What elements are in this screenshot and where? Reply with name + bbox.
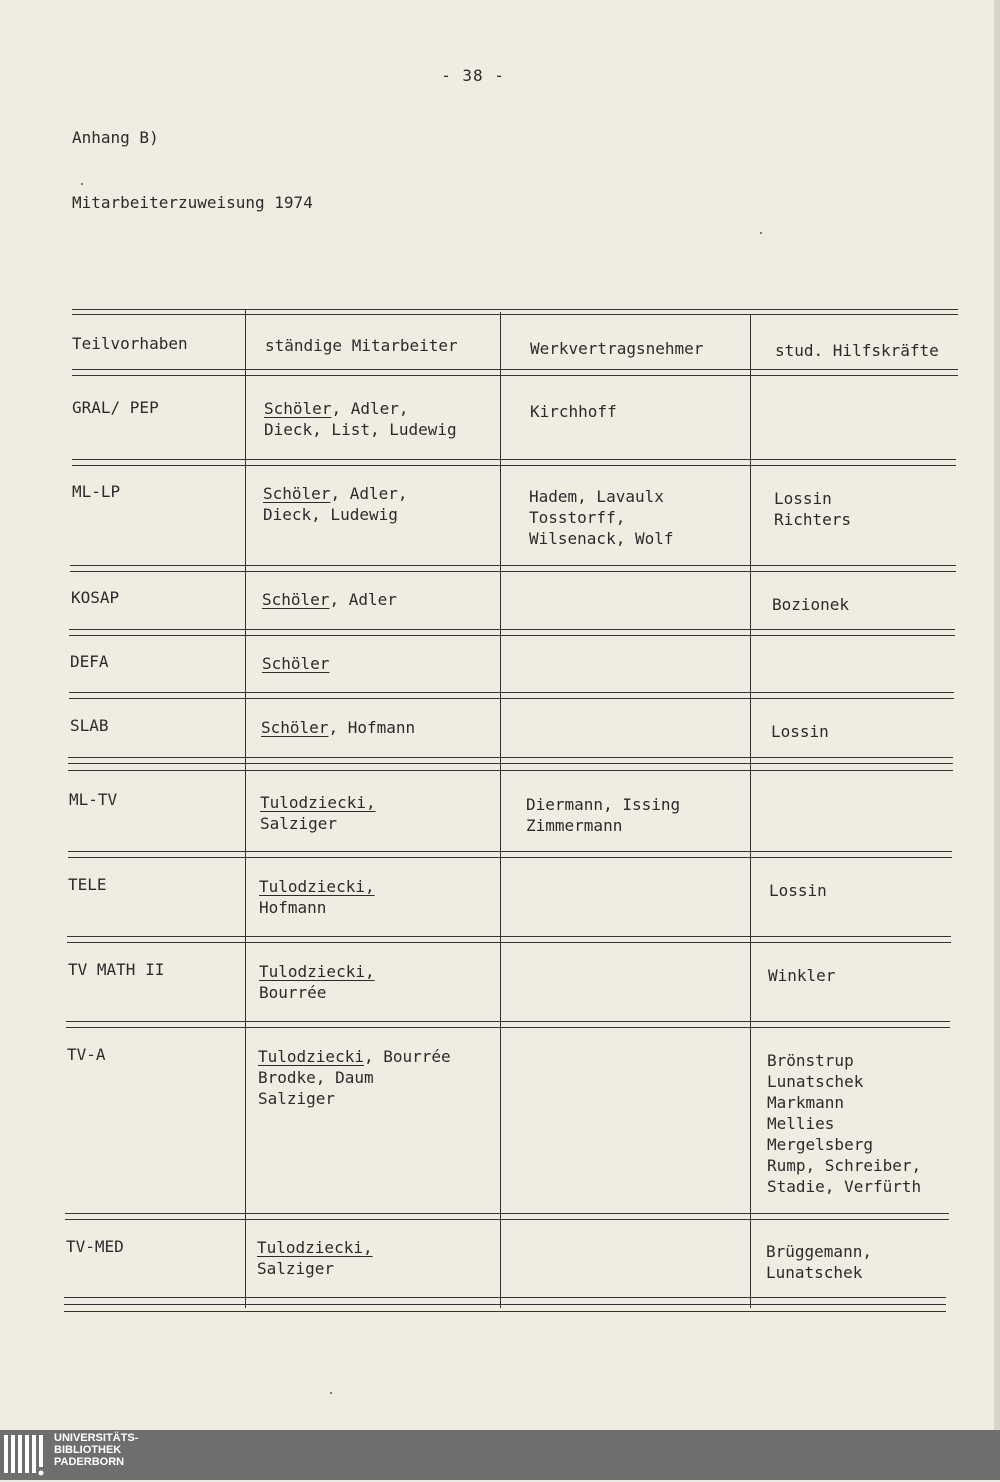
- row-project: TELE: [68, 875, 107, 894]
- row-students: Lossin: [771, 722, 829, 741]
- column-divider: [245, 309, 246, 1308]
- table-rule: [67, 942, 951, 943]
- row-project: DEFA: [70, 652, 109, 671]
- row-staff: Tulodziecki, Salziger: [260, 793, 376, 833]
- table-rule: [70, 571, 956, 572]
- row-students: Winkler: [768, 966, 836, 985]
- row-students: Lossin Richters: [774, 489, 852, 529]
- column-divider: [750, 314, 751, 1308]
- table-rule: [69, 692, 954, 693]
- table-rule: [64, 1297, 946, 1298]
- table-rule: [65, 1213, 949, 1214]
- row-contractors: Diermann, Issing Zimmermann: [526, 795, 681, 835]
- table-rule: [72, 459, 956, 460]
- page-number: - 38 -: [441, 66, 505, 85]
- library-footer: [0, 1430, 1000, 1480]
- row-project: GRAL/ PEP: [72, 398, 159, 417]
- table-rule: [72, 465, 956, 466]
- library-name: UNIVERSITÄTS- BIBLIOTHEK PADERBORN: [54, 1432, 139, 1468]
- table-rule: [66, 1027, 950, 1028]
- header-project: Teilvorhaben: [72, 334, 188, 353]
- row-project: ML-TV: [69, 790, 118, 809]
- table-title: Mitarbeiterzuweisung 1974: [72, 193, 313, 212]
- row-staff: Tulodziecki, Bourrée Brodke, Daum Salziger: [258, 1047, 451, 1108]
- row-project: TV MATH II: [68, 960, 165, 979]
- table-rule: [70, 565, 956, 566]
- row-staff: Tulodziecki, Hofmann: [259, 877, 375, 917]
- table-rule: [66, 1021, 950, 1022]
- row-staff: Schöler, Adler: [262, 590, 397, 609]
- table-rule: [68, 757, 953, 758]
- row-staff: Tulodziecki, Bourrée: [259, 962, 375, 1002]
- header-students: stud. Hilfskräfte: [775, 341, 939, 360]
- page-edge: [994, 0, 1000, 1430]
- table-rule: [69, 629, 955, 630]
- header-staff: ständige Mitarbeiter: [265, 336, 458, 355]
- column-divider: [500, 312, 501, 1308]
- row-contractors: Hadem, Lavaulx Tosstorff, Wilsenack, Wolf: [529, 487, 674, 548]
- table-rule: [68, 763, 953, 764]
- table-rule: [64, 1304, 946, 1305]
- row-project: ML-LP: [72, 482, 121, 501]
- table-rule: [68, 857, 952, 858]
- table-rule: [72, 309, 958, 310]
- table-rule: [68, 851, 952, 852]
- row-staff: Tulodziecki, Salziger: [257, 1238, 373, 1278]
- row-students: Brönstrup Lunatschek Markmann Mellies Mergelsberg Rump, Schreiber, Stadie, Verfürth: [767, 1051, 922, 1196]
- row-students: Lossin: [769, 881, 827, 900]
- table-rule: [72, 314, 958, 315]
- table-rule: [67, 936, 951, 937]
- row-staff: Schöler: [262, 654, 330, 673]
- header-contractors: Werkvertragsnehmer: [530, 339, 704, 358]
- table-rule: [72, 369, 958, 370]
- table-rule: [64, 1311, 946, 1312]
- row-project: TV-MED: [66, 1237, 124, 1256]
- row-project: TV-A: [67, 1045, 106, 1064]
- row-project: KOSAP: [71, 588, 120, 607]
- table-rule: [72, 375, 958, 376]
- row-staff: Schöler, Hofmann: [261, 718, 416, 737]
- table-rule: [69, 635, 955, 636]
- table-rule: [68, 770, 953, 771]
- row-contractors: Kirchhoff: [530, 402, 617, 421]
- row-students: Bozionek: [772, 595, 850, 614]
- row-students: Brüggemann, Lunatschek: [766, 1242, 872, 1282]
- appendix-label: Anhang B): [72, 128, 159, 147]
- table-rule: [69, 698, 954, 699]
- library-logo-icon: [2, 1432, 48, 1478]
- table-rule: [65, 1219, 949, 1220]
- row-project: SLAB: [70, 716, 109, 735]
- row-staff: Schöler, Adler, Dieck, Ludewig: [263, 484, 408, 524]
- row-staff: Schöler, Adler, Dieck, List, Ludewig: [264, 399, 457, 439]
